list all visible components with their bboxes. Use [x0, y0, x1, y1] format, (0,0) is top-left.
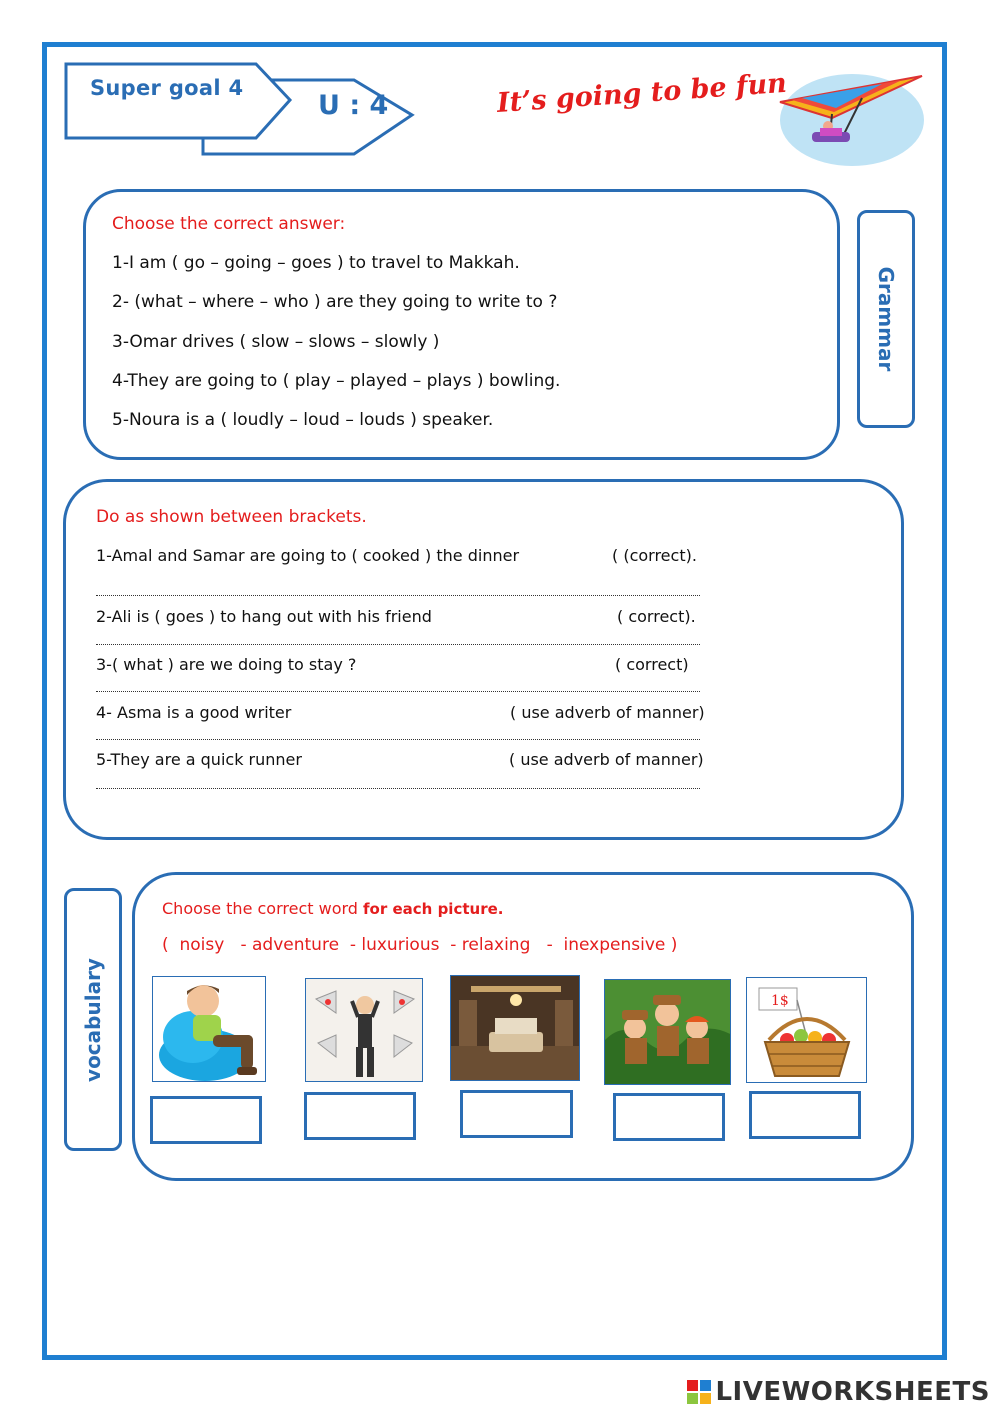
vocabulary-heading-main: Choose the correct word [162, 899, 358, 918]
exercise-sentence: 1-Amal and Samar are going to ( cooked ) the dinner [96, 546, 520, 565]
word-bank: ( noisy - adventure - luxurious - relaxing - inexpensive ) [162, 935, 678, 955]
book-title: Super goal 4 [90, 76, 244, 100]
grammar-item: 2- (what – where – who ) are they going to write to ? [112, 292, 558, 312]
picture-inexpensive [746, 977, 867, 1083]
answer-box-3[interactable] [460, 1090, 573, 1138]
vocabulary-heading-tail: for each picture. [363, 900, 504, 918]
vocabulary-heading [162, 899, 503, 918]
grammar-item: 1-I am ( go – going – goes ) to travel to Makkah. [112, 253, 520, 273]
vocabulary-tag-label: vocabulary [81, 957, 105, 1082]
answer-box-5[interactable] [749, 1091, 861, 1139]
exercise-sentence: 3-( what ) are we doing to stay ? [96, 655, 357, 674]
unit-number: U : 4 [318, 90, 389, 121]
exercise-instruction: ( (correct). [612, 546, 697, 565]
noisy-man-icon [306, 979, 423, 1082]
grammar-item: 5-Noura is a ( loudly – loud – louds ) speaker. [112, 410, 494, 430]
picture-noisy [305, 978, 423, 1082]
page-title: It’s going to be fun [495, 67, 788, 119]
watermark-text: LIVEWORKSHEETS [715, 1377, 990, 1407]
grammar-item: 4-They are going to ( play – played – plays ) bowling. [112, 371, 561, 391]
do-as-shown-heading: Do as shown between brackets. [96, 507, 367, 527]
exercise-sentence: 2-Ali is ( goes ) to hang out with his friend [96, 607, 432, 626]
exercise-instruction: ( correct). [617, 607, 696, 626]
grammar-tag [857, 210, 915, 428]
answer-line[interactable] [96, 595, 700, 596]
answer-line[interactable] [96, 691, 700, 692]
answer-line[interactable] [96, 739, 700, 740]
exercise-sentence: 5-They are a quick runner [96, 750, 302, 769]
vocabulary-tag [64, 888, 122, 1151]
adventure-kids-icon [605, 980, 731, 1085]
liveworksheets-watermark [687, 1377, 990, 1407]
picture-luxurious [450, 975, 580, 1081]
liveworksheets-logo-icon [687, 1380, 711, 1404]
hang-glider-illustration [772, 62, 930, 166]
picture-adventure [604, 979, 731, 1085]
fruit-basket-icon [747, 978, 867, 1083]
grammar-tag-label: Grammar [874, 266, 898, 372]
relaxing-boy-icon [153, 977, 266, 1082]
answer-line[interactable] [96, 788, 700, 789]
answer-box-4[interactable] [613, 1093, 725, 1141]
answer-box-2[interactable] [304, 1092, 416, 1140]
exercise-sentence: 4- Asma is a good writer [96, 703, 292, 722]
luxurious-room-icon [451, 976, 580, 1081]
grammar-heading: Choose the correct answer: [112, 214, 346, 234]
grammar-item: 3-Omar drives ( slow – slows – slowly ) [112, 332, 440, 352]
price-tag-text: 1$ [771, 993, 789, 1009]
exercise-instruction: ( correct) [615, 655, 689, 674]
exercise-instruction: ( use adverb of manner) [509, 750, 704, 769]
exercise-instruction: ( use adverb of manner) [510, 703, 705, 722]
answer-box-1[interactable] [150, 1096, 262, 1144]
answer-line[interactable] [96, 644, 700, 645]
picture-relaxing [152, 976, 266, 1082]
